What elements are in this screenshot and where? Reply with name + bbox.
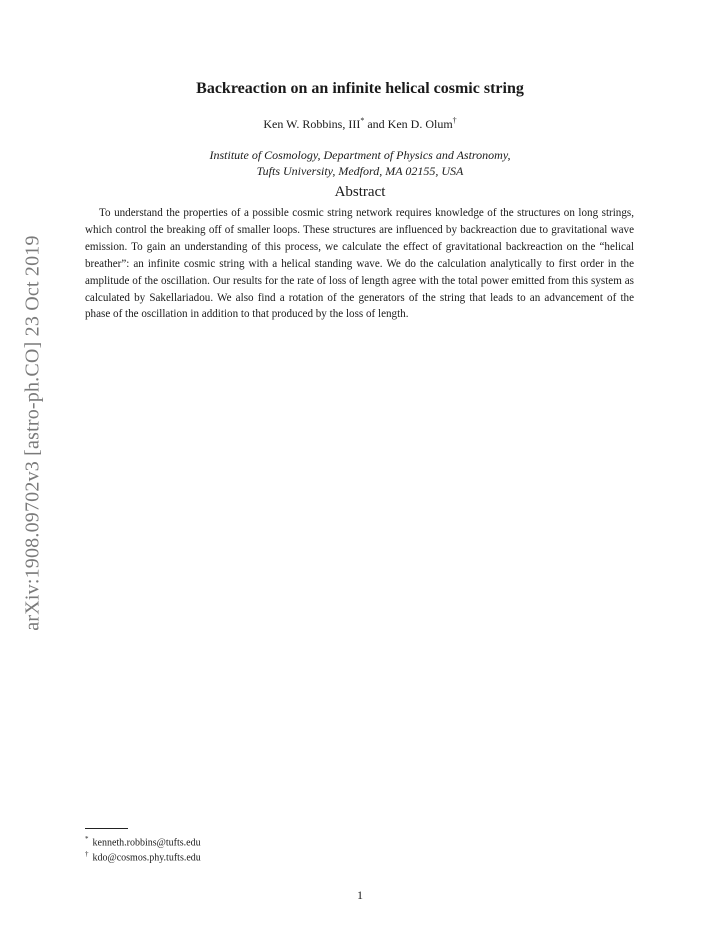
author-conjunction: and — [364, 117, 388, 131]
footnote-mark: * — [85, 835, 89, 843]
footnote — [85, 850, 201, 863]
affiliation-line: Tufts University, Medford, MA 02155, USA — [256, 164, 464, 178]
author-line — [0, 116, 720, 132]
abstract-text: To understand the properties of a possible cosmic string network requires knowledge of the structures on long strings, which control the breaking off of smaller loops. These structures are influenced by backreaction due to gravitational wave emission. To gain an understanding of this process, we calculate the effect of gravitational backreaction on the “helical breather”: an infinite cosmic string with a helical standing wave. We do the calculation analytically to first order in the amplitude of the oscillation. Our results for the rate of loss of length agree with the total power emitted from this system as calculated by Sakellariadou. We also find a rotation of the generators of the string that leads to an advancement of the phase of the oscillation in addition to that produced by the loss of length. — [85, 207, 634, 321]
footnote — [85, 835, 201, 848]
paper-title: Backreaction on an infinite helical cosmic string — [196, 80, 524, 97]
abstract-heading: Abstract — [334, 184, 386, 200]
author-name: Ken D. Olum — [387, 117, 453, 131]
affiliation-line: Institute of Cosmology, Department of Physics and Astronomy, — [209, 148, 511, 162]
affiliation — [0, 147, 720, 179]
footnote-divider — [85, 828, 128, 829]
footnote-email: kdo@cosmos.phy.tufts.edu — [92, 852, 201, 864]
footnote-email: kenneth.robbins@tufts.edu — [92, 837, 201, 849]
footnote-mark: * — [360, 116, 365, 125]
author-name: Ken W. Robbins, III — [263, 117, 361, 131]
arxiv-identifier-stamp: arXiv:1908.09702v3 [astro-ph.CO] 23 Oct 2019 — [21, 235, 44, 631]
footnote-mark: † — [85, 850, 89, 858]
footnote-mark: † — [452, 116, 457, 125]
page-number: 1 — [357, 888, 363, 902]
